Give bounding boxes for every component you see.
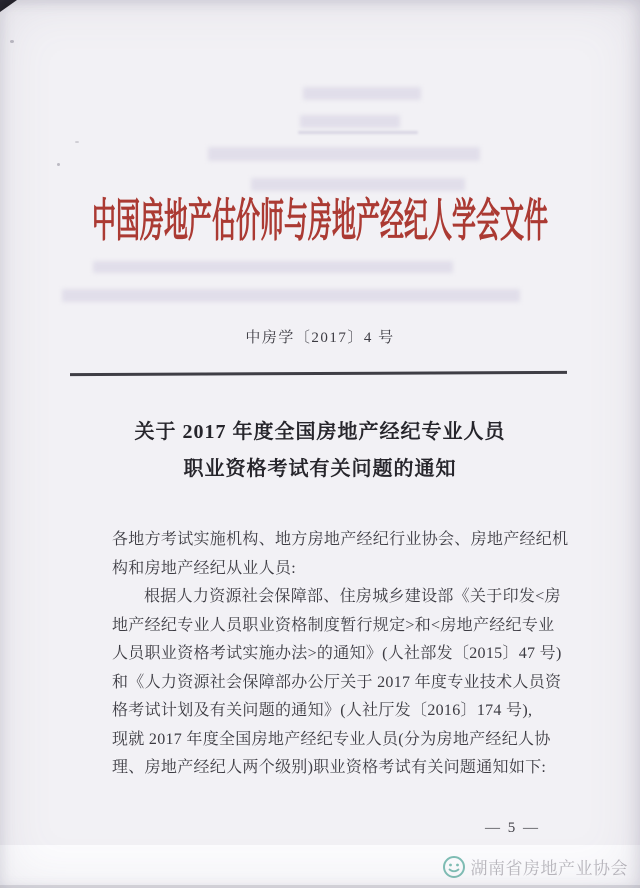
association-badge-logo-icon — [442, 855, 466, 879]
bleed-through-underline — [298, 131, 418, 134]
scan-speck — [10, 40, 14, 43]
notice-title-line2: 职业资格考试有关问题的通知 — [183, 458, 457, 480]
body-line: 构和房地产经纪从业人员: — [112, 559, 297, 577]
body-line: 地产经纪专业人员职业资格制度暂行规定>和<房地产经纪专业 — [112, 616, 555, 634]
letterhead-org-title: 中国房地产估价师与房地产经纪人学会文件 — [92, 198, 548, 248]
body-line: 各地方考试实施机构、地方房地产经纪行业协会、房地产经纪机 — [112, 531, 569, 548]
bleed-through-text — [251, 178, 465, 191]
body-line: 人员职业资格考试实施办法>的通知》(人社部发〔2015〕47 号) — [112, 645, 562, 662]
body-line: 格考试计划及有关问题的通知》(人社厅发〔2016〕174 号), — [112, 702, 533, 719]
body-line: 现就 2017 年度全国房地产经纪专业人员(分为房地产经纪人协 — [112, 730, 551, 748]
bleed-through-text — [300, 115, 400, 128]
page-number: — 5 — — [485, 820, 540, 836]
notice-title-line1: 关于 2017 年度全国房地产经纪专业人员 — [134, 421, 506, 443]
bleed-through-text — [93, 261, 453, 273]
notice-body — [112, 526, 569, 783]
watermark-association-name: 湖南省房地产业协会 — [470, 859, 628, 878]
bleed-through-text — [62, 289, 520, 302]
doc-number: 中房学〔2017〕4 号 — [245, 330, 395, 346]
body-line: 根据人力资源社会保障部、住房城乡建设部《关于印发<房 — [144, 588, 561, 605]
body-line: 和《人力资源社会保障部办公厅关于 2017 年度专业技术人员资 — [112, 673, 562, 691]
body-line: 理、房地产经纪人两个级别)职业资格考试有关问题通知如下: — [112, 759, 547, 776]
notice-title — [0, 414, 640, 488]
bleed-through-text — [208, 147, 480, 161]
scan-speck — [57, 163, 60, 166]
scan-corner-artifact — [0, 0, 17, 12]
scan-speck — [75, 141, 79, 143]
bleed-through-text — [303, 87, 421, 100]
letterhead-divider-line — [70, 371, 567, 376]
watermark-band — [0, 845, 640, 888]
